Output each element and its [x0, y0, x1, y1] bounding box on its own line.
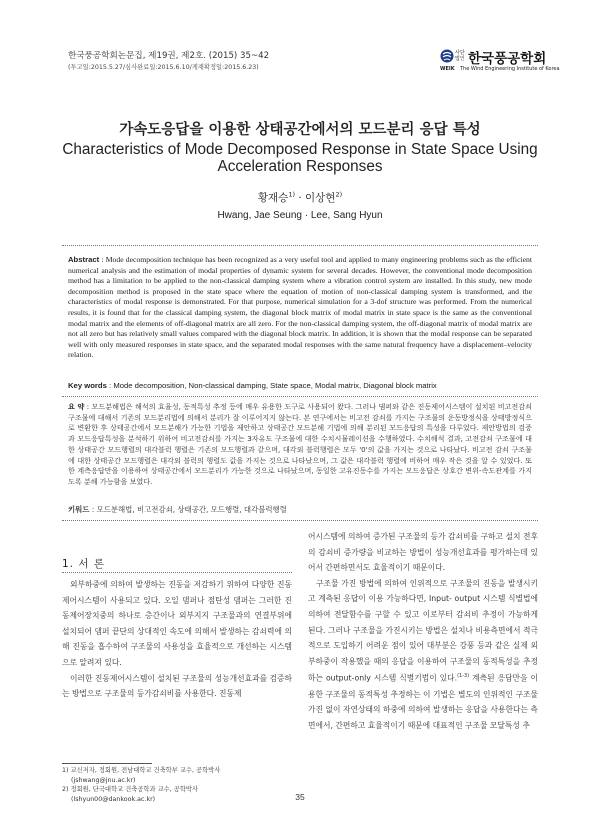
keywords-korean: 키워드 : 모드분해법, 비고전감쇠, 상태공간, 모드행렬, 대각블럭행렬 [68, 505, 287, 514]
logo-name-english: The Wind Engineering Institute of Korea [460, 66, 560, 72]
submission-dates: (투고일:2015.5.27/심사완료일:2015.6.10/게재확정일:2015.6.23) [68, 64, 259, 71]
divider [62, 520, 538, 521]
citation-ref: (1-3) [457, 673, 470, 680]
divider [62, 245, 538, 246]
section-title: 1. 서 론 [62, 558, 105, 570]
abstract-label: Abstract [68, 255, 100, 264]
summary-text: 모드분해법은 해석의 효율성, 동적특성 추정 등에 매우 유용한 도구로 사용되어 왔다. 그러나 댐퍼와 같은 진동제어시스템이 설치된 비고전감쇠 구조물에 대해서 기존의 모드분리법에 의해서 분리가 잘 이루어지지 않는다. 본 연구에서는 비고전 감쇠를 가지는 구조물의 운동방정식을 상태방정식으로 변환한 후 상태공간에서 모드분해가 가능한 기법을 제안하고 상태공간 모드분해 기법에 의해 분리된 모드응답의 특성을 다루었다. 제안방법의 검증과 모드응답특성을 분석하기 위하여 비고전감쇠를 가지는 3자유도 구조물에 대한 수치시뮬레이션을 수행하였다. 수치해석 결과, 고전감쇠 구조물에 대한 상태공간 모드행렬의 대각블럭 행렬은 기존의 모드행렬과 같으며, 대각외 블럭행렬은 모두 '0'의 값을 가지는 것으로 나타났다. 비고전 감쇠 구조물에 대한 상태공간 모드행렬은 대각외 블럭의 행렬도 값을 가지는 것으로 나타났으며, 그 값은 대각블럭 행렬에 비하여 매우 작은 것을 알 수 있었다. 또한 계측응답만을 이용하여 상태공간에서 모드분리가 가능한 것으로 나타났으며, 동일한 고유진동수를 가지는 모드응답은 상호간 변위-속도관계를 가지도록 분해 가능함을 보였다. [68, 402, 532, 486]
society-logo [440, 48, 560, 80]
authors-korean: 황재승$^{1)}$ · 이상현$^{2)}$ [257, 190, 343, 204]
abstract-text: Mode decomposition technique has been recognized as a very useful tool and applied to many engineering problems such as the efficient numerical analysis and the estimation of modal properties of dynamic system for several decades. However, the conventional mode decomposition method has a limitation to be applied to the non-classical damping system where a vibration control system are installed. In this study, new mode decomposition method is proposed in the state space where the equation of motion of non-classical damping system is transformed, and the characteristics of modal response is demonstrated. For that purpose, numerical simulation for a 3-dof structure was performed. From the numerical results, it is found that for the classical damping system, the diagonal block matrix of modal matrix in state space is the same as the conventional modal matrix and the elements of off-diagonal matrix are all zero. For the non-classical damping system, the off-diagonal matrix of modal matrix are not all zero but has relatively small values compared with the diagonal block matrix. In addition, it is shown that the modal response can be separated well with only measured responses in state space, and the separated modal responses with the same natural frequency have a displacement–velocity relation. [68, 255, 533, 360]
footnote-2-email: (lshyun00@dankook.ac.kr) [71, 795, 156, 803]
title-english [40, 141, 560, 175]
footnote-rule [62, 763, 152, 764]
page-number: 35 [295, 792, 305, 802]
wind-logo-icon [440, 49, 454, 63]
authors-english: Hwang, Jae Seung · Lee, Sang Hyun [217, 210, 383, 221]
paragraph: 이러한 진동제어시스템이 설치된 구조물의 성능개선효과를 검증하는 방법으로 구조물의 등가감쇠비를 사용한다. 진동제 [62, 673, 292, 699]
body-column-right [308, 529, 538, 733]
paragraph: 어시스템에 의하여 증가된 구조물의 등가 감쇠비를 구하고 설치 전후의 감쇠비 증가량을 비교하는 방법이 성능개선효과를 평가하는데 있어서 간편하면서도 효율적이기 때문이다. [308, 532, 538, 573]
logo-name-korean: 한국풍공학회 [468, 51, 547, 67]
section-divider [62, 572, 292, 573]
summary-label: 요 약 [68, 402, 85, 411]
logo-small-text: 사단 법인 [455, 50, 465, 62]
title-korean: 가속도응답을 이용한 상태공간에서의 모드분리 응답 특성 [119, 122, 481, 138]
divider [62, 396, 538, 397]
footnote-2: 2) 정회원, 단국대학교 건축공학과 교수, 공학박사 [62, 786, 199, 793]
title-english-line1: Characteristics of Mode Decomposed Response in State Space Using [62, 141, 538, 158]
logo-name-short: WEIK [440, 66, 455, 72]
body-column-left [62, 577, 292, 702]
footnote-1-email: (jshwang@jnu.ac.kr) [71, 776, 136, 784]
title-english-line2: Acceleration Responses [217, 158, 383, 175]
paragraph: 구조물 가진 방법에 의하여 인위적으로 구조물의 진동을 발생시키고 계측된 응답이 이용 가능하다면, Input- output 시스템 식별법에 의하여 전달함수를 구할 수 있고 이로부터 감쇠비 추정이 가능하게 된다. 그러나 구조물을 가진시키는 방법은 설치나 비용측면에서 적극적으로 도입하기 어려운 점이 있어 대부분은 강풍 등과 같은 실제 외부하중이 작용했을 때의 응답을 이용하여 구조물의 동적특성을 추정하는 output-only 시스템 식별기법이 있다.$^{(1-3)}$ 계측된 응답만을 이용한 구조물의 동적특성 추정하는 이 기법은 별도의 인위적인 구조물 가진 없이 자연상태의 하중에 의하여 발생하는 응답을 사용한다는 측면에서, 간편하고 효율적이기 때문에 대표적인 구조물 모달특성 추 [308, 578, 538, 730]
summary-korean: 요 약 : 모드분해법은 해석의 효율성, 동적특성 추정 등에 매우 유용한 도구로 사용되어 왔다. 그러나 댐퍼와 같은 진동제어시스템이 설치된 비고전감쇠 구조물에 대해서 기존의 모드분리법에 의해서 분리가 잘 이루어지지 않는다. 본 연구에서는 비고전 감쇠를 가지는 구조물의 운동방정식을 상태방정식으로 변환한 후 상태공간에서 모드분해가 가능한 기법을 제안하고 상태공간 모드분해 기법에 의해 분리된 모드응답의 특성을 다루었다. 제안방법의 검증과 모드응답특성을 분석하기 위하여 비고전감쇠를 가지는 3자유도 구조물에 대한 수치시뮬레이션을 수행하였다. 수치해석 결과, 고전감쇠 구조물에 대한 상태공간 모드행렬의 대각블럭 행렬은 기존의 모드행렬과 같으며, 대각외 블럭행렬은 모두 '0'의 값을 가지는 것으로 나타났다. 비고전 감쇠 구조물에 대한 상태공간 모드행렬은 대각외 블럭의 행렬도 값을 가지는 것으로 나타났으며, 그 값은 대각블럭 행렬에 비하여 매우 작은 것을 알 수 있었다. 또한 계측응답만을 이용하여 상태공간에서 모드분리가 가능한 것으로 나타났으며, 동일한 고유진동수를 가지는 모드응답은 상호간 변위-속도관계를 가지도록 분해 가능함을 보였다. [68, 402, 532, 486]
abstract: Abstract : Mode decomposition technique has been recognized as a very useful tool and applied to many engineering problems such as the efficient numerical analysis and the estimation of modal properties of dynamic system for several decades. However, the conventional mode decomposition method has a limitation to be applied to the non-classical damping system where a vibration control system are installed. In this study, new mode decomposition method is proposed in the state space where the equation of motion of non-classical damping system is transformed, and the characteristics of modal response is demonstrated. For that purpose, numerical simulation for a 3-dof structure was performed. From the numerical results, it is found that for the classical damping system, the diagonal block matrix of modal matrix in state space is the same as the conventional modal matrix and the elements of off-diagonal matrix are all zero. For the non-classical damping system, the off-diagonal matrix of modal matrix are not all zero but has relatively small values compared with the diagonal block matrix. In addition, it is shown that the modal response can be separated well with only measured responses in state space, and the separated modal responses with the same natural frequency have a displacement–velocity relation. [68, 255, 533, 360]
paragraph: 외부하중에 의하여 발생하는 진동을 저감하기 위하여 다양한 진동제어시스템이 사용되고 있다. 오일 댐퍼나 점탄성 댐퍼는 그러한 진동제어장치중의 하나로 층간이나 외부지지 구조물과의 연결부위에 설치되어 댐퍼 끝단의 상대적인 속도에 의해서 발생하는 감쇠력에 의해 진동을 흡수하여 구조물의 사용성을 효율적으로 개선하는 시스템으로 알려져 있다. [62, 580, 292, 667]
footnote-1: 1) 교신저자, 정회원, 전남대학교 건축학부 교수, 공학박사 [62, 767, 221, 774]
keywords-english: Key words : Mode decomposition, Non-classical damping, State space, Modal matrix, Diagonal block matrix [68, 381, 437, 390]
journal-citation: 한국풍공학회논문집, 제19권, 제2호. (2015) 35~42 [68, 51, 270, 61]
